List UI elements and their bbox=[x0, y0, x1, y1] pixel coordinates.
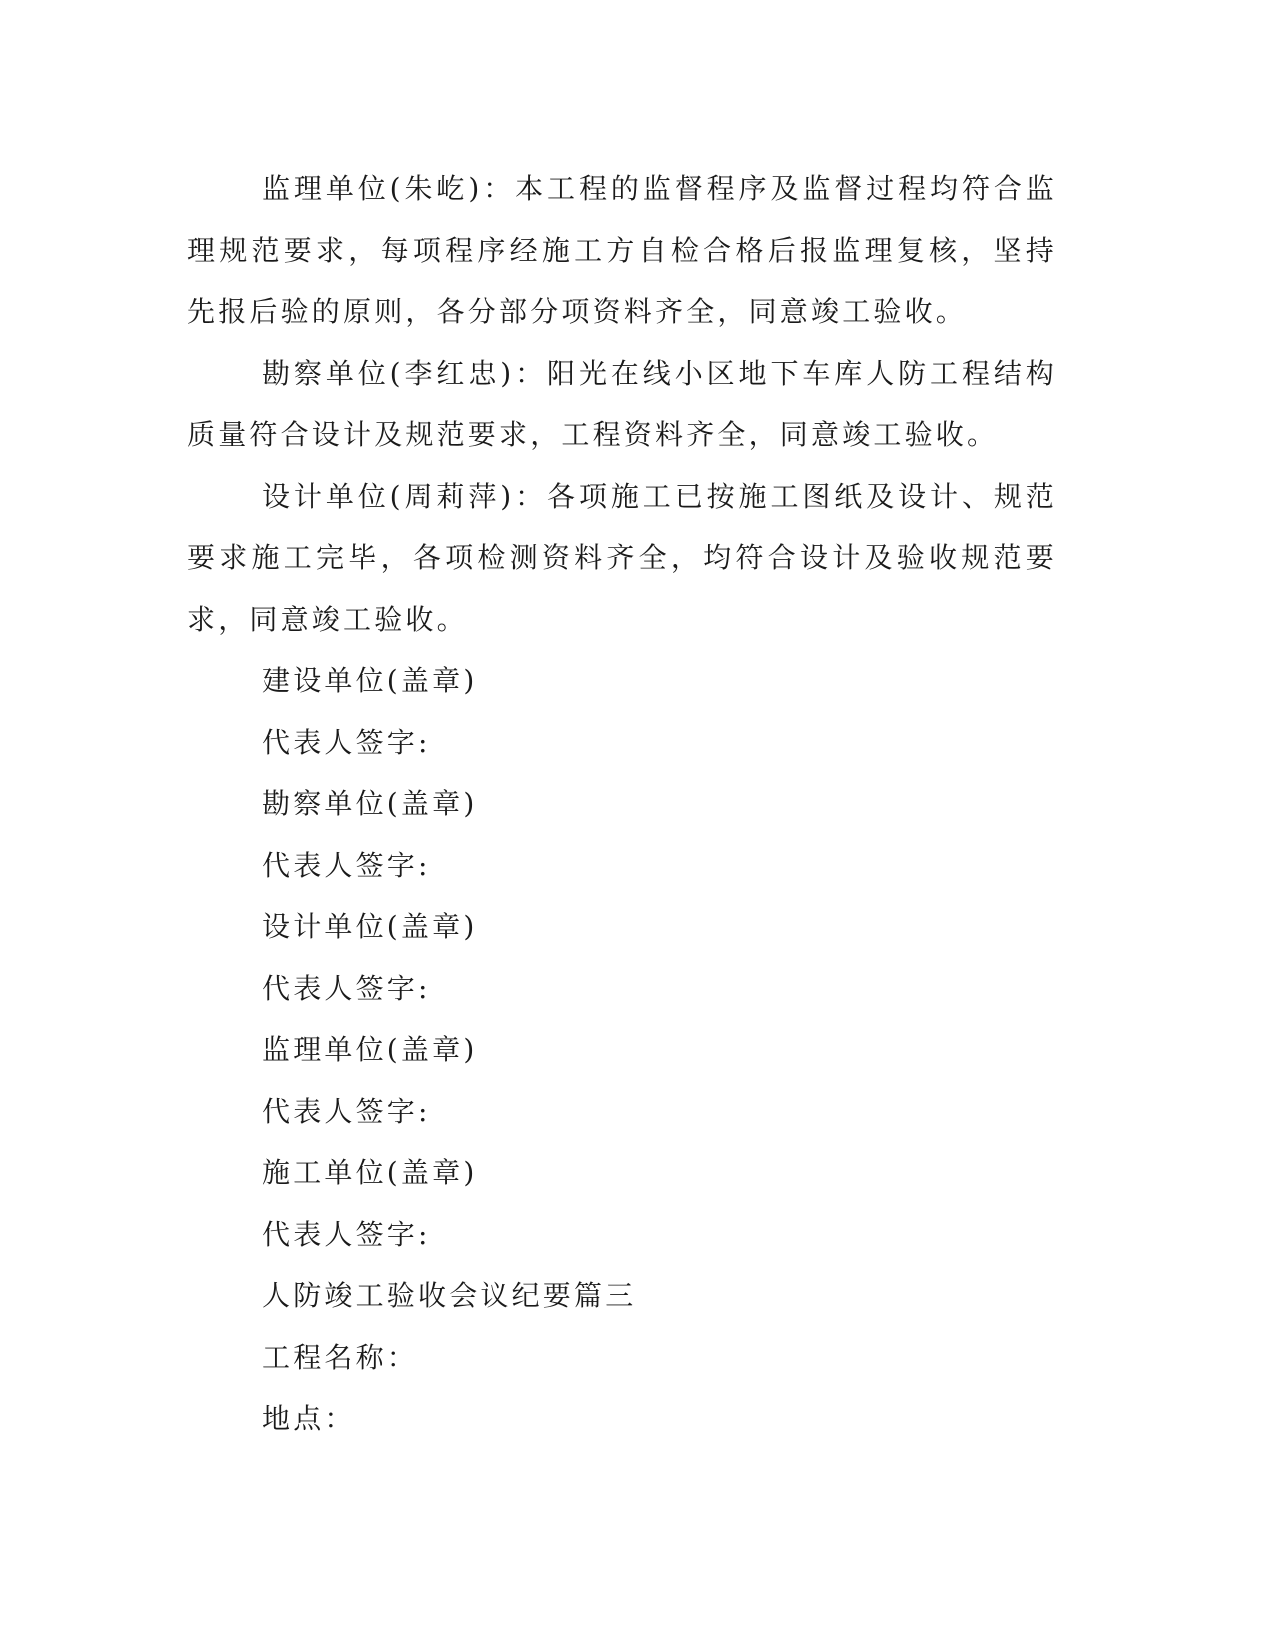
builder-unit-seal-line: 施工单位(盖章) bbox=[262, 1156, 478, 1189]
supervision-unit-opinion: 监理单位(朱屹)：本工程的监督程序及监督过程均符合监理规范要求，每项程序经施工方自检合格后报监理复核，坚持先报后验的原则，各分部分项资料齐全，同意竣工验收。 bbox=[187, 172, 1057, 328]
representative-signature-line: 代表人签字: bbox=[262, 971, 431, 1005]
supervision-unit-seal-line: 监理单位(盖章) bbox=[262, 1033, 478, 1066]
representative-signature-line: 代表人签字: bbox=[262, 1217, 431, 1251]
location-field: 地点： bbox=[262, 1402, 356, 1435]
survey-unit-seal-line: 勘察单位(盖章) bbox=[262, 787, 478, 820]
representative-signature-line: 代表人签字: bbox=[262, 1094, 431, 1128]
construction-unit-seal-line: 建设单位(盖章) bbox=[262, 664, 478, 697]
design-unit-seal-line: 设计单位(盖章) bbox=[262, 910, 478, 943]
design-unit-opinion: 设计单位(周莉萍)：各项施工已按施工图纸及设计、规范要求施工完毕，各项检测资料齐全，均符合设计及验收规范要求，同意竣工验收。 bbox=[187, 479, 1057, 636]
project-name-field: 工程名称： bbox=[262, 1340, 419, 1374]
representative-signature-line: 代表人签字: bbox=[262, 848, 431, 882]
section-title: 人防竣工验收会议纪要篇三 bbox=[262, 1279, 637, 1312]
survey-unit-opinion: 勘察单位(李红忠)：阳光在线小区地下车库人防工程结构质量符合设计及规范要求，工程资料齐全，同意竣工验收。 bbox=[187, 356, 1057, 451]
document-body bbox=[187, 158, 1057, 1450]
representative-signature-line: 代表人签字: bbox=[262, 725, 431, 759]
